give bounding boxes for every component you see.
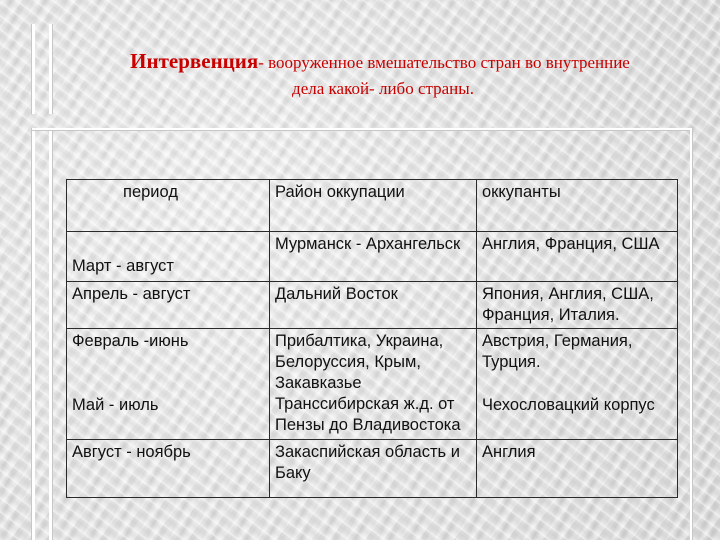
- heading-term: Интервенция: [130, 49, 259, 73]
- cell-occupants-line: Япония, Англия, США,: [482, 285, 654, 303]
- table-row: [67, 329, 678, 440]
- cell-period-line: Февраль -июнь: [72, 332, 189, 350]
- cell-occupants-line: Франция, Италия.: [482, 306, 620, 324]
- table-header-row: [67, 180, 678, 232]
- cell-region-line: Транссибирская ж.д. от: [275, 395, 455, 413]
- heading-line-2: дела какой- либо страны.: [292, 79, 474, 98]
- cell-region: Мурманск - Архангельск: [270, 232, 477, 282]
- cell-period: Март - август: [67, 232, 270, 282]
- decorative-bracket-top: [32, 24, 52, 114]
- table-row: [67, 232, 678, 282]
- cell-region: Дальний Восток: [270, 282, 477, 329]
- slide-heading: [60, 48, 700, 102]
- header-region: Район оккупации: [270, 180, 477, 232]
- intervention-table: [66, 179, 678, 498]
- table-row: [67, 440, 678, 498]
- heading-definition-part1: - вооруженное вмешательство стран во внутренние: [258, 53, 630, 72]
- decorative-frame-top-rule: [32, 128, 692, 130]
- cell-region: [270, 440, 477, 498]
- decorative-frame-right-rule: [690, 128, 692, 540]
- cell-period: Апрель - август: [67, 282, 270, 329]
- cell-region-line: Закаспийская область и: [275, 443, 460, 461]
- cell-region-line: Баку: [275, 464, 311, 482]
- cell-occupants-line: Чехословацкий корпус: [482, 396, 655, 414]
- cell-occupants: Англия, Франция, США: [477, 232, 678, 282]
- cell-region-line: Пензы до Владивостока: [275, 416, 461, 434]
- cell-region-line: Закавказье: [275, 374, 362, 392]
- cell-period-line: Май - июль: [72, 396, 159, 414]
- table-row: [67, 282, 678, 329]
- cell-region: [270, 329, 477, 440]
- cell-region-line: Белоруссия, Крым,: [275, 353, 421, 371]
- heading-line-1: [60, 48, 700, 76]
- header-occupants: оккупанты: [477, 180, 678, 232]
- cell-occupants-line: Австрия, Германия,: [482, 332, 633, 350]
- decorative-bracket-side: [32, 128, 52, 540]
- header-period: период: [67, 180, 270, 232]
- cell-occupants-line: Турция.: [482, 353, 541, 371]
- cell-occupants: [477, 329, 678, 440]
- cell-period: Август - ноябрь: [67, 440, 270, 498]
- cell-period: [67, 329, 270, 440]
- cell-region-line: Прибалтика, Украина,: [275, 332, 444, 350]
- cell-occupants: [477, 282, 678, 329]
- cell-occupants: Англия: [477, 440, 678, 498]
